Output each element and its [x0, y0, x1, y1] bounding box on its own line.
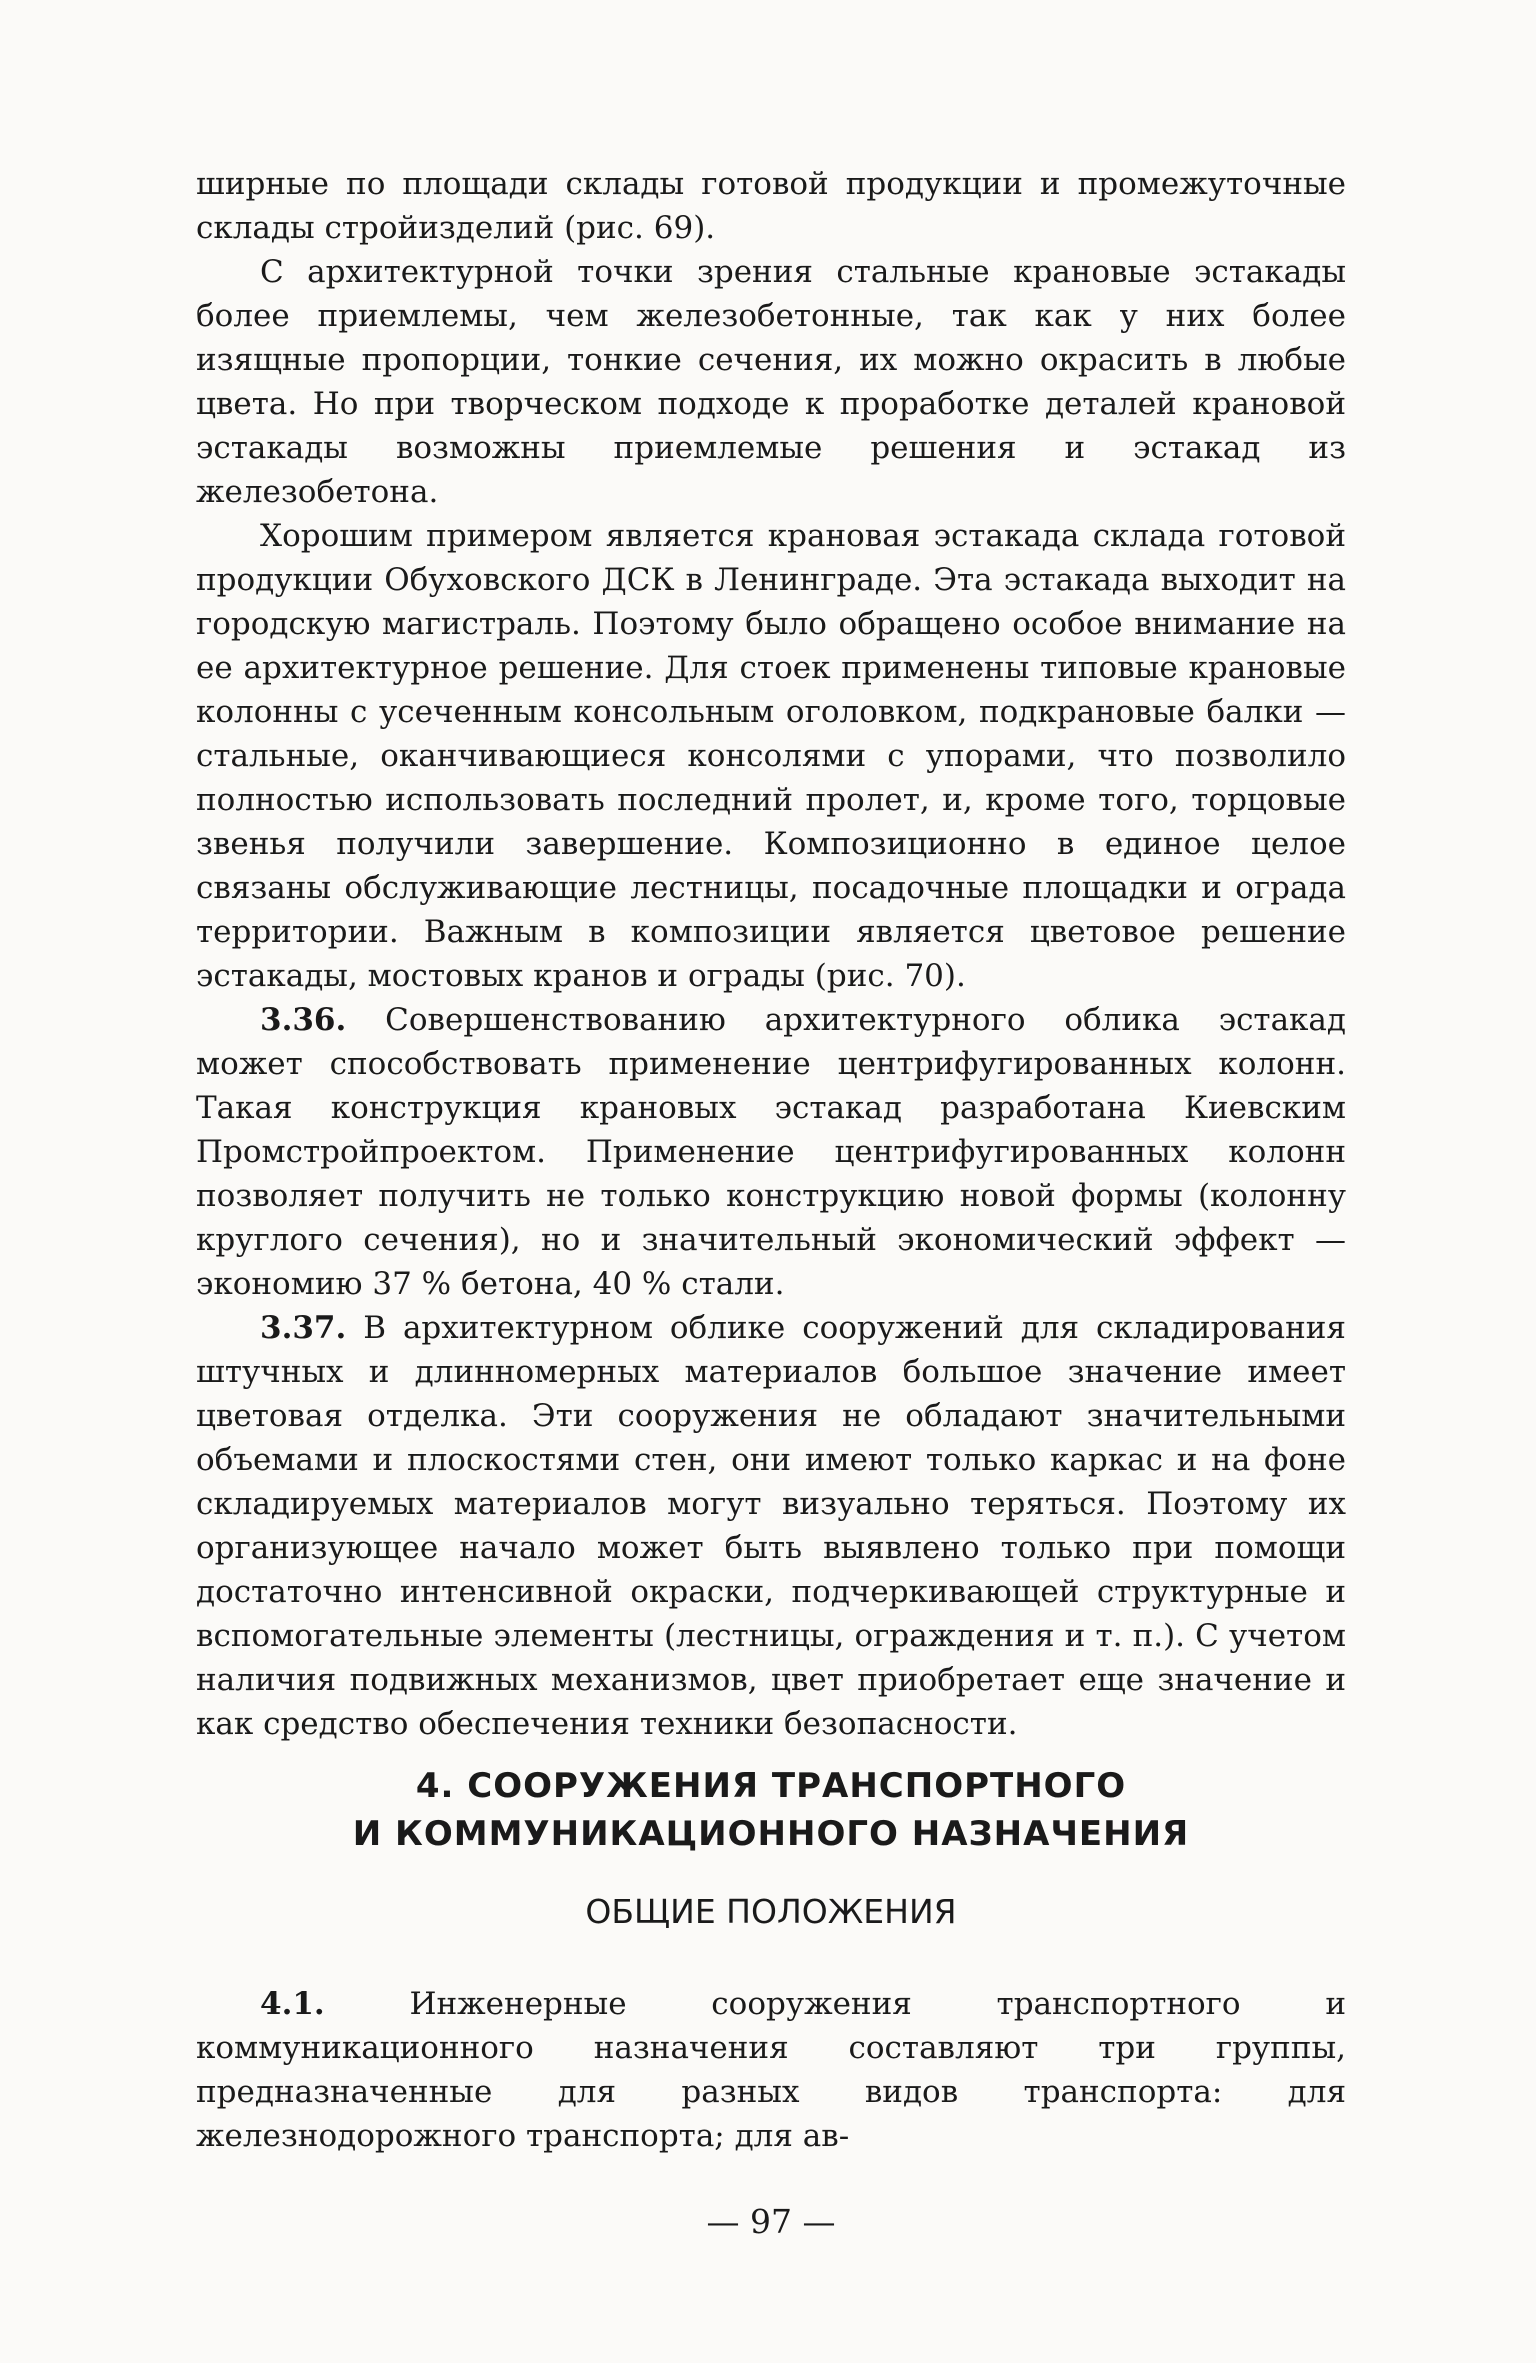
paragraph-number: 3.36. [260, 1002, 347, 1038]
paragraph-text: Инженерные сооружения транспортного и коммуникационного назначения составляют три группы, предназначенные для разных видов транспорта: для железнодорожного транспорта; для ав- [196, 1986, 1346, 2154]
paragraph-3-37 [196, 1306, 1346, 1746]
paragraph-continuation [196, 162, 1346, 250]
paragraph-text: Совершенствованию архитектурного облика эстакад может способствовать применение центрифугированных колонн. Такая конструкция крановых эстакад разработана Киевским Промстройпроектом. Применение центрифугированных колонн позволяет получить не только конструкцию новой формы (колонну круглого сечения), но и значительный экономический эффект — экономию 37 % бетона, 40 % стали. [196, 1002, 1347, 1302]
section-heading-line-2: И КОММУНИКАЦИОННОГО НАЗНАЧЕНИЯ [352, 1814, 1190, 1854]
body-text-bottom [196, 1982, 1346, 2158]
paragraph-text: В архитектурном облике сооружений для складирования штучных и длинномерных материалов большое значение имеет цветовая отделка. Эти сооружения не обладают значительными объемами и плоскостями стен, они имеют только каркас и на фоне складируемых материалов могут визуально теряться. Поэтому их организующее начало может быть выявлено только при помощи достаточно интенсивной окраски, подчеркивающей структурные и вспомогательные элементы (лестницы, ограждения и т. п.). С учетом наличия подвижных механизмов, цвет приобретает еще значение и как средство обеспечения техники безопасности. [196, 1310, 1346, 1742]
paragraph-3-36 [196, 998, 1346, 1306]
paragraph-text: С архитектурной точки зрения стальные крановые эстакады более приемлемы, чем железобетонные, так как у них более изящные пропорции, тонкие сечения, их можно окрасить в любые цвета. Но при творческом подходе к проработке деталей крановой эстакады возможны приемлемые решения и эстакад из железобетона. [196, 254, 1346, 510]
paragraph-crane-trestles [196, 250, 1346, 514]
paragraph-number: 3.37. [260, 1310, 347, 1346]
paragraph-4-1 [196, 1982, 1346, 2158]
paragraph-number: 4.1. [260, 1986, 325, 2022]
section-heading [196, 1762, 1346, 1858]
subsection-heading: ОБЩИЕ ПОЛОЖЕНИЯ [585, 1892, 957, 1931]
paragraph-text: ширные по площади склады готовой продукции и промежуточные склады стройизделий (рис. 69). [196, 166, 1346, 246]
page-number: — 97 — [706, 2202, 836, 2241]
paragraph-text: Хорошим примером является крановая эстакада склада готовой продукции Обуховского ДСК в Ленинграде. Эта эстакада выходит на городскую магистраль. Поэтому было обращено особое внимание на ее архитектурное решение. Для стоек применены типовые крановые колонны с усеченным консольным оголовком, подкрановые балки — стальные, оканчивающиеся консолями с упорами, что позволило полностью использовать последний пролет, и, кроме того, торцовые звенья получили завершение. Композиционно в единое целое связаны обслуживающие лестницы, посадочные площадки и ограда территории. Важным в композиции является цветовое решение эстакады, мостовых кранов и ограды (рис. 70). [196, 518, 1346, 994]
paragraph-obukhov-example [196, 514, 1346, 998]
body-text-top [196, 162, 1346, 1746]
section-heading-line-1: 4. СООРУЖЕНИЯ ТРАНСПОРТНОГО [415, 1766, 1127, 1806]
